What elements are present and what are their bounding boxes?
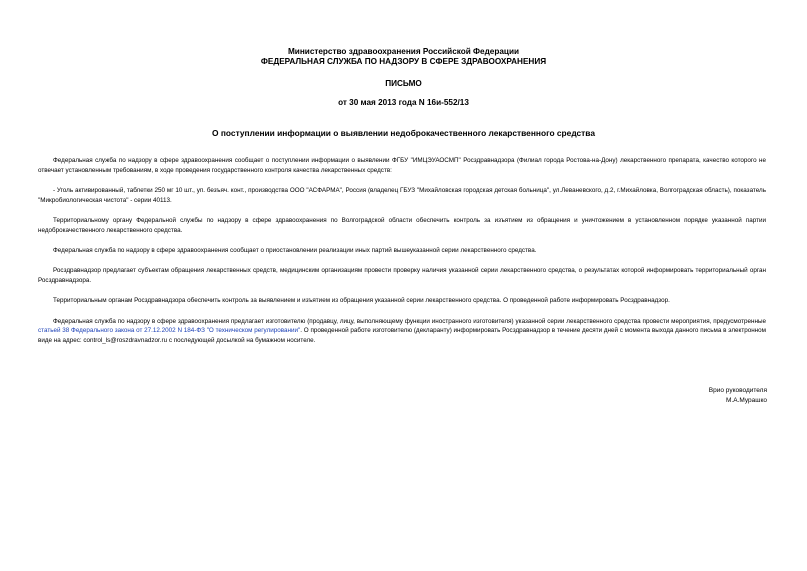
document-title: О поступлении информации о выявлении недоброкачественного лекарственного средства (212, 128, 595, 138)
paragraph-1: Федеральная служба по надзору в сфере здравоохранения сообщает о поступлении информации о выявлении ФГБУ "ИМЦЭУАОСМП" Росздравнадзора (Филиал города Ростова-на-Дону) лекарственного препарата, качество которого не отвечает установленным требованиям, в ходе проведения государственного контроля качества лекарственных средств: (38, 157, 766, 174)
signatory-position: Врио руководителя (708, 387, 767, 394)
signatory-name: М.А.Мурашко (725, 397, 767, 405)
paragraph-4: Федеральная служба по надзору в сфере здравоохранения сообщает о приостановлении реализации иных партий вышеуказанной серии лекарственного средства. (53, 246, 537, 254)
paragraph-3: Территориальному органу Федеральной службы по надзору в сфере здравоохранения по Волгоградской области обеспечить контроль за изъятием из обращения и уничтожением в установленном порядке указанной партии недоброкачественного лекарственного средства. (38, 216, 766, 234)
paragraph-2: - Уголь активированный, таблетки 250 мг 10 шт., уп. безъяч. конт., производства ООО "АСФАРМА", Россия (владелец ГБУЗ "Михайловская городская детская больница", ул.Леваневского, д.2, г.Михайловка, Волгоградская область), показатель "Микробиологическая чистота" - серии 40113. (38, 186, 766, 204)
service-name: ФЕДЕРАЛЬНАЯ СЛУЖБА ПО НАДЗОРУ В СФЕРЕ ЗДРАВООХРАНЕНИЯ (260, 57, 547, 66)
document-body (38, 156, 766, 356)
paragraph-7 (38, 317, 766, 346)
ministry-name: Министерство здравоохранения Российской Федерации (287, 47, 520, 56)
law-article-link[interactable]: статьей 38 Федерального закона от 27.12.2002 N 184-ФЗ "О техническом регулировании" (38, 327, 301, 335)
paragraph-7-start: Федеральная служба по надзору в сфере здравоохранения предлагает изготовителю (продавцу, лицу, выполняющему функции иностранного изготовителя) указанной серии лекарственного средства провести мероприятия, предусмотренные (53, 317, 766, 325)
signature-block (709, 386, 767, 406)
document-type: ПИСЬМО (385, 79, 422, 88)
document-date: от 30 мая 2013 года N 16и-552/13 (338, 98, 469, 107)
paragraph-6: Территориальным органам Росздравнадзора обеспечить контроль за выявлением и изъятием из обращения указанной серии лекарственного средства. О проведенной работе информировать Росздравнадзор. (53, 297, 670, 305)
paragraph-7-end: . О проведенной работе изготовителю (декларанту) информировать Росздравнадзор в течение десяти дней с момента выхода данного письма в электронном виде на адрес: control_ls@roszdravnadzor.ru с последующей досылкой на бумажном носителе. (38, 327, 766, 344)
paragraph-5: Росздравнадзор предлагает субъектам обращения лекарственных средств, медицинским организациям провести проверку наличия указанной серии лекарственного средства, о результатах которой информировать территориальный орган Росздравнадзора. (38, 267, 766, 284)
